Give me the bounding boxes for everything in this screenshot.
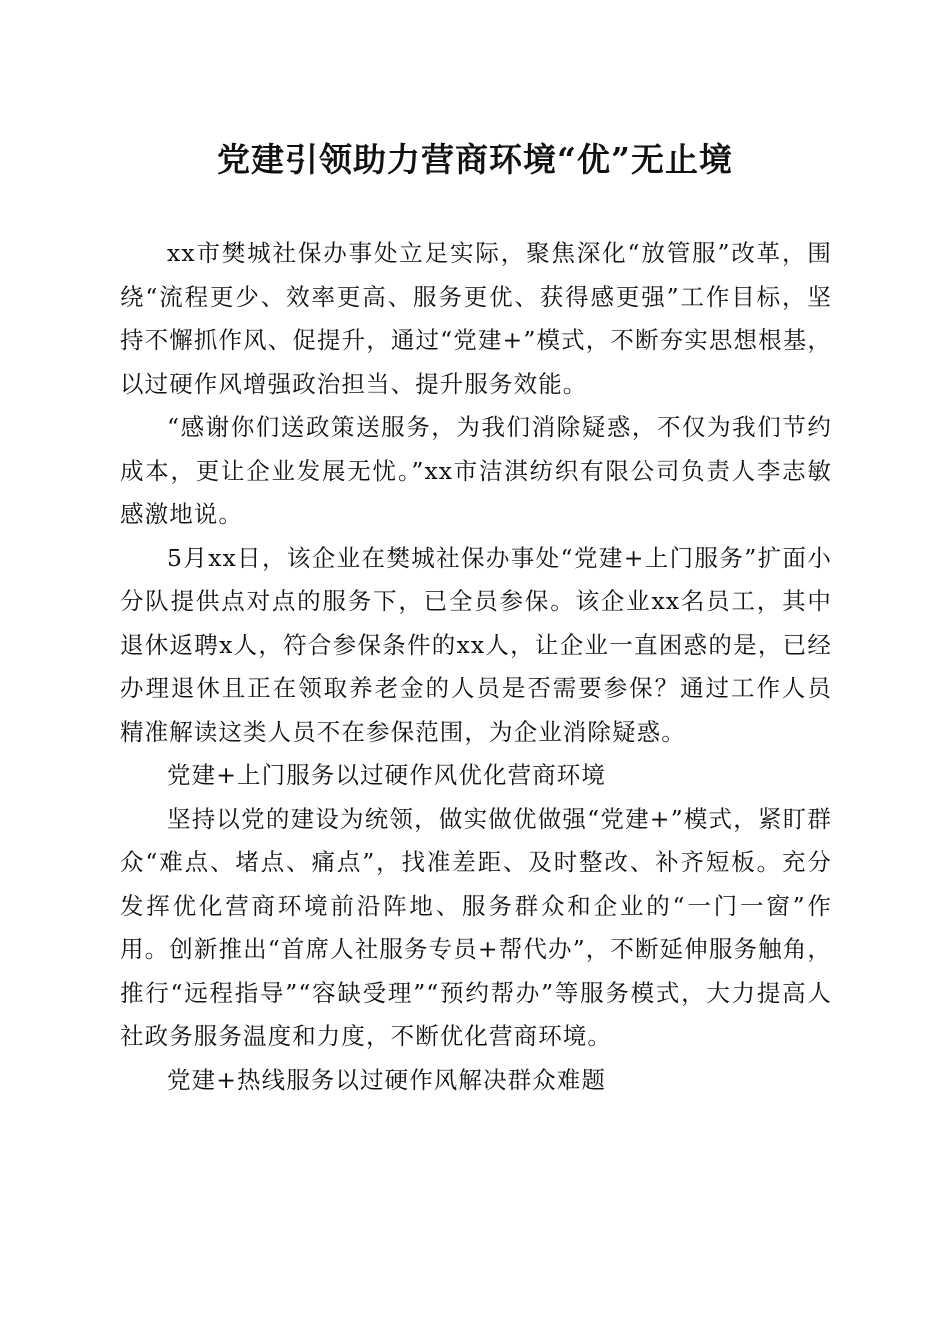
paragraph-party-building: 坚持以党的建设为统领，做实做优做强“党建+”模式，紧盯群众“难点、堵点、痛点”，找准差距、及时整改、补齐短板。充分发挥优化营商环境前沿阵地、服务群众和企业的“一门一窗”作用。创新推出“首席人社服务专员+帮代办”，不断延伸服务触角，推行“远程指导”“容缺受理”“预约帮办”等服务模式，大力提高人社政务服务温度和力度，不断优化营商环境。	[120, 804, 832, 1050]
section-heading-door-service: 党建+上门服务以过硬作风优化营商环境	[167, 761, 606, 789]
paragraph-intro: xx市樊城社保办事处立足实际，聚焦深化“放管服”改革，围绕“流程更少、效率更高、服务更优、获得感更强”工作目标，坚持不懈抓作风、促提升，通过“党建+”模式，不断夯实思想根基，以过硬作风增强政治担当、提升服务效能。	[120, 239, 832, 398]
paragraph-quote: “感谢你们送政策送服务，为我们消除疑惑，不仅为我们节约成本，更让企业发展无忧。”xx市洁淇纺织有限公司负责人李志敏感激地说。	[120, 413, 832, 528]
document-body	[120, 232, 832, 1102]
document-title: 党建引领助力营商环境“优”无止境	[217, 140, 733, 179]
paragraph-case: 5月xx日，该企业在樊城社保办事处“党建+上门服务”扩面小分队提供点对点的服务下，已全员参保。该企业xx名员工，其中退休返聘x人，符合参保条件的xx人，让企业一直困惑的是，已经办理退休且正在领取养老金的人员是否需要参保？通过工作人员精准解读这类人员不在参保范围，为企业消除疑惑。	[120, 543, 832, 746]
section-heading-hotline-service: 党建+热线服务以过硬作风解决群众难题	[167, 1065, 606, 1094]
